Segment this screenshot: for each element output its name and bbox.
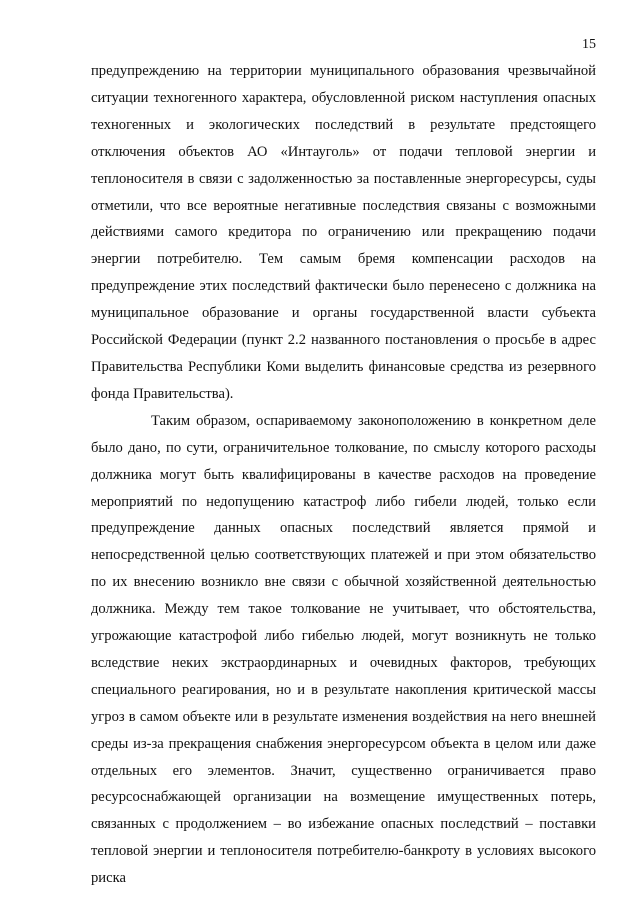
- paragraph: Таким образом, оспариваемому законоположению в конкретном деле было дано, по сути, ограничительное толкование, по смыслу которого расходы должника могут быть квалифицированы в качестве расходов на проведение мероприятий по недопущению катастроф либо гибели людей, только если предупреждение данных опасных последствий является прямой и непосредственной целью соответствующих платежей и при этом обязательство по их внесению возникло вне связи с обычной хозяйственной деятельностью должника. Между тем такое толкование не учитывает, что обстоятельства, угрожающие катастрофой либо гибелью людей, могут возникнуть не только вследствие неких экстраординарных и очевидных факторов, требующих специального реагирования, но и в результате накопления критической массы угроз в самом объекте или в результате изменения воздействия на него внешней среды из-за прекращения снабжения энергоресурсом объекта в целом или даже отдельных его элементов. Значит, существенно ограничивается право ресурсоснабжающей организации на возмещение имущественных потерь, связанных с продолжением – во избежание опасных последствий – поставки тепловой энергии и теплоносителя потребителю-банкроту в условиях высокого риска: [91, 412, 596, 887]
- paragraph-continuation: предупреждению на территории муниципального образования чрезвычайной ситуации техногенного характера, обусловленной риском наступления опасных техногенных и экологических последствий в результате предстоящего отключения объектов АО «Интауголь» от подачи тепловой энергии и теплоносителя в связи с задолженностью за поставленные энергоресурсы, суды отметили, что все вероятные негативные последствия связаны с возможными действиями самого кредитора по ограничению или прекращению подачи энергии потребителю. Тем самым бремя компенсации расходов на предупреждение этих последствий фактически было перенесено с должника на муниципальное образование и органы государственной власти субъекта Российской Федерации (пункт 2.2 названного постановления о просьбе в адрес Правительства Республики Коми выделить финансовые средства из резервного фонда Правительства).: [91, 63, 596, 402]
- document-body: [91, 58, 596, 892]
- page-number: 15: [582, 37, 596, 52]
